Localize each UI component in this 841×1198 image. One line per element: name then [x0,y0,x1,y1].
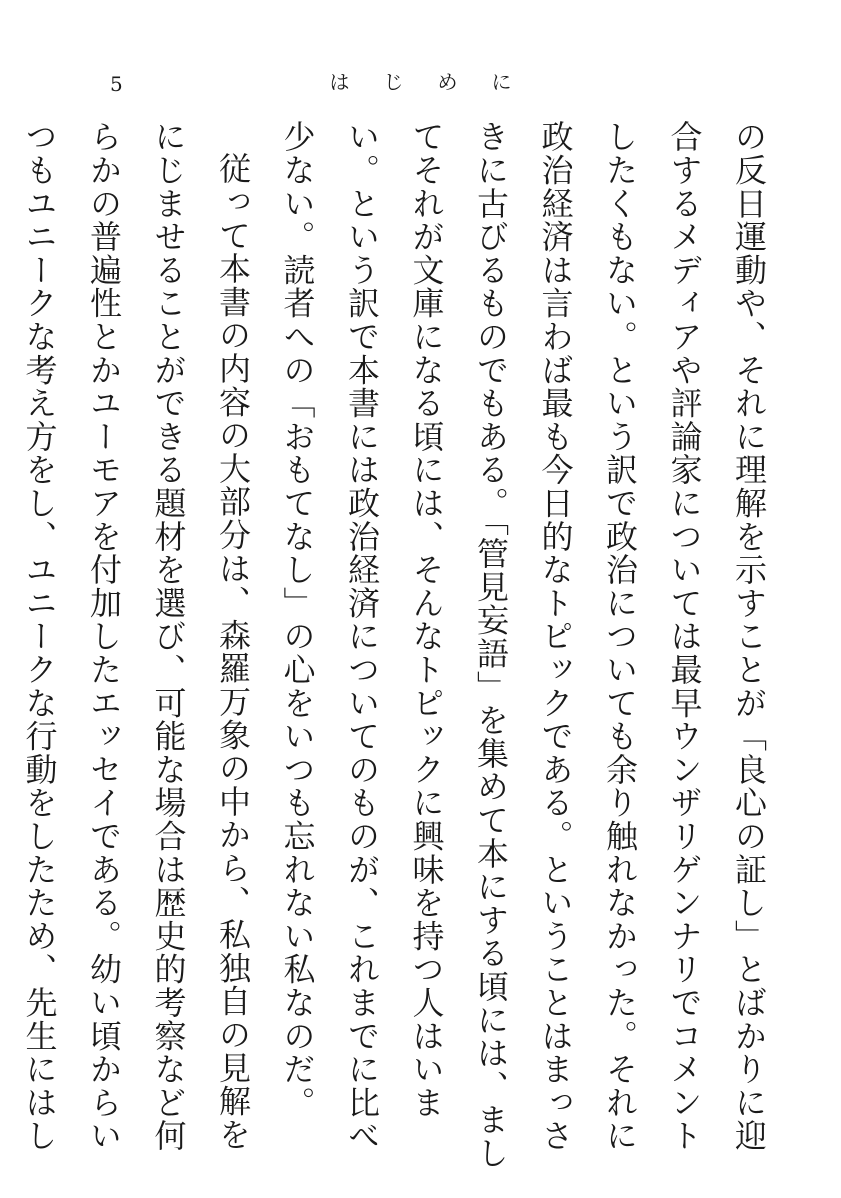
paragraph-1: の反日運動や、それに理解を示すことが「良心の証し」とばかりに迎合するメディアや評論家については最早ウンザリゲンナリでコメントしたくもない。という訳で政治についても余り触れなかった。それに政治経済は言わば最も今日的なトピックである。ということはまっさきに古びるものでもある。「管見妄語」を集めて本にする頃には、ましてそれが文庫になる頃には、そんなトピックに興味を持つ人はいまい。という訳で本書には政治経済についてのものが、これまでに比べ少ない。読者への「おもてなし」の心をいつも忘れない私なのだ。 [278,120,768,1170]
running-title: はじめに [329,70,546,94]
paragraph-2: 従って本書の内容の大部分は、森羅万象の中から、私独自の見解をにじませることができる題材を選び、可能な場合は歴史的考察など何らかの普遍性とかユーモアを付加したエッセイである。幼い頃からいつもユニークな考え方をし、ユニークな行動をしたため、先生にはし [20,120,252,1153]
body-text [20,120,781,1170]
page-number: 5 [110,72,123,96]
